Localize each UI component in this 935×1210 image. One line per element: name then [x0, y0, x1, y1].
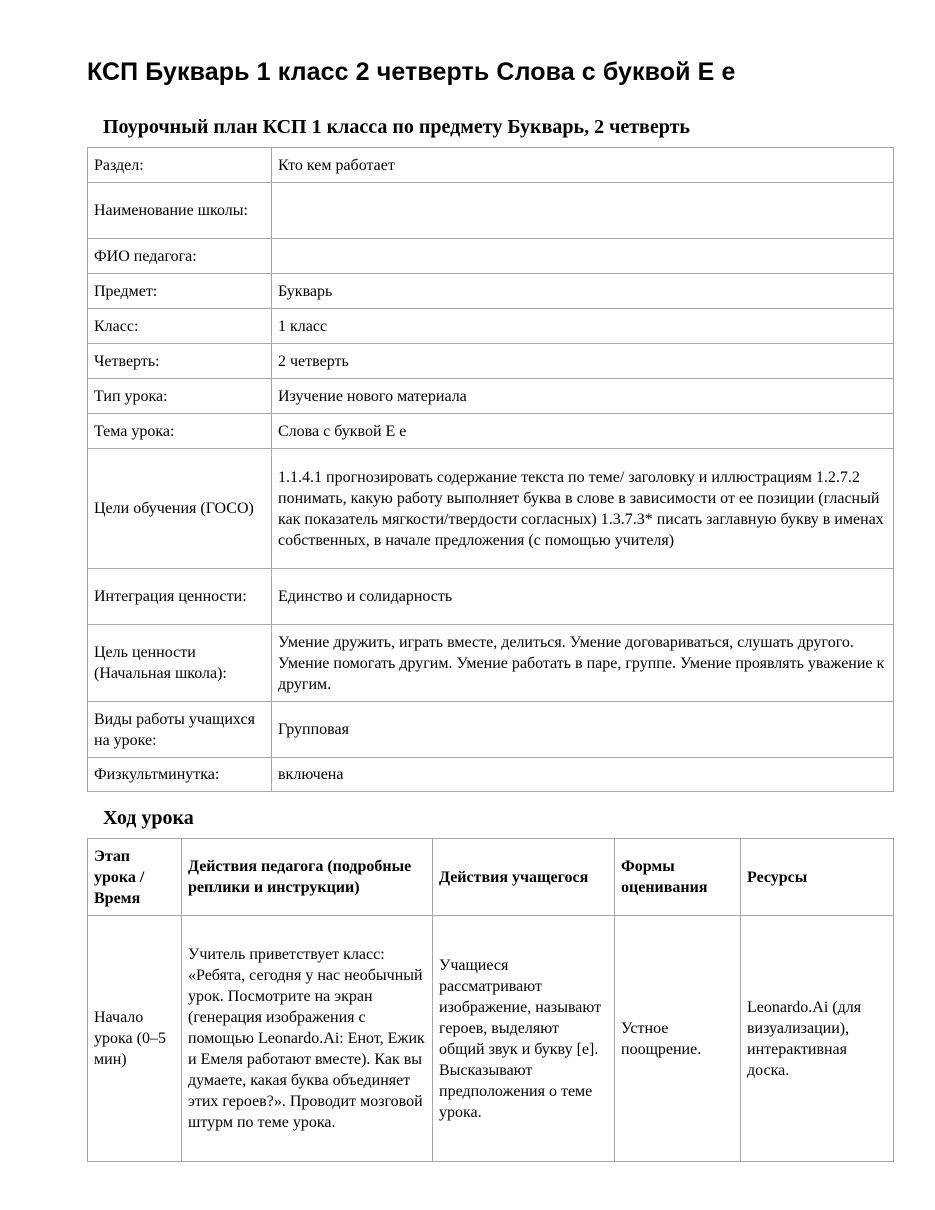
info-key: Цель ценности (Начальная школа): — [88, 625, 272, 702]
lesson-info-table — [87, 147, 894, 792]
info-row-section — [88, 148, 894, 183]
info-key: Четверть: — [88, 344, 272, 379]
student-actions-cell: Учащиеся рассматривают изображение, называют героев, выделяют общий звук и букву [е]. Высказывают предположения о теме урока. — [433, 916, 615, 1162]
info-key: Наименование школы: — [88, 183, 272, 239]
info-row-teacher — [88, 239, 894, 274]
flow-header-row — [88, 839, 894, 916]
info-value: включена — [272, 758, 894, 792]
info-key: Интеграция ценности: — [88, 569, 272, 625]
info-key: Физкультминутка: — [88, 758, 272, 792]
header-teacher-actions: Действия педагога (подробные реплики и инструкции) — [182, 839, 433, 916]
document-title: КСП Букварь 1 класс 2 четверть Слова с буквой Е е — [87, 58, 736, 86]
info-row-work-types — [88, 702, 894, 758]
info-row-grade — [88, 309, 894, 344]
header-resources: Ресурсы — [741, 839, 894, 916]
info-value: Групповая — [272, 702, 894, 758]
info-value: Слова с буквой Е е — [272, 414, 894, 449]
assessment-cell: Устное поощрение. — [615, 916, 741, 1162]
info-row-quarter — [88, 344, 894, 379]
info-row-school — [88, 183, 894, 239]
teacher-actions-cell: Учитель приветствует класс: «Ребята, сегодня у нас необычный урок. Посмотрите на экран (генерация изображения с помощью Leonardo.Ai: Енот, Ежик и Емеля работают вместе). Как вы думаете, какая буква объединяет этих героев?». Проводит мозговой штурм по теме урока. — [182, 916, 433, 1162]
info-key: Предмет: — [88, 274, 272, 309]
info-value — [272, 239, 894, 274]
info-value: 1 класс — [272, 309, 894, 344]
flow-row-start — [88, 916, 894, 1162]
stage-cell: Начало урока (0–5 мин) — [88, 916, 182, 1162]
info-value: Кто кем работает — [272, 148, 894, 183]
info-value: Букварь — [272, 274, 894, 309]
info-value: 2 четверть — [272, 344, 894, 379]
header-assessment: Формы оценивания — [615, 839, 741, 916]
info-value: Умение дружить, играть вместе, делиться. Умение договариваться, слушать другого. Умение помогать другим. Умение работать в паре, группе. Умение проявлять уважение к другим. — [272, 625, 894, 702]
info-row-lesson-type — [88, 379, 894, 414]
resources-cell: Leonardo.Ai (для визуализации), интерактивная доска. — [741, 916, 894, 1162]
plan-heading: Поурочный план КСП 1 класса по предмету Букварь, 2 четверть — [103, 116, 690, 138]
header-stage: Этап урока / Время — [88, 839, 182, 916]
info-row-topic — [88, 414, 894, 449]
info-value — [272, 183, 894, 239]
info-key: Виды работы учащихся на уроке: — [88, 702, 272, 758]
info-key: Тип урока: — [88, 379, 272, 414]
info-value: Единство и солидарность — [272, 569, 894, 625]
info-key: Класс: — [88, 309, 272, 344]
info-key: Раздел: — [88, 148, 272, 183]
info-key: Цели обучения (ГОСО) — [88, 449, 272, 569]
info-value: Изучение нового материала — [272, 379, 894, 414]
info-key: Тема урока: — [88, 414, 272, 449]
info-row-value-goal — [88, 625, 894, 702]
info-key: ФИО педагога: — [88, 239, 272, 274]
lesson-flow-table — [87, 838, 894, 1162]
info-row-subject — [88, 274, 894, 309]
info-row-physical-break — [88, 758, 894, 792]
info-row-learning-goals — [88, 449, 894, 569]
info-value: 1.1.4.1 прогнозировать содержание текста по теме/ заголовку и иллюстрациям 1.2.7.2 понимать, какую работу выполняет буква в слове в зависимости от ее позиции (гласный как показатель мягкости/твердости согласных) 1.3.7.3* писать заглавную букву в именах собственных, в начале предложения (с помощью учителя) — [272, 449, 894, 569]
lesson-flow-heading: Ход урока — [103, 807, 194, 829]
info-row-value-integration — [88, 569, 894, 625]
header-student-actions: Действия учащегося — [433, 839, 615, 916]
